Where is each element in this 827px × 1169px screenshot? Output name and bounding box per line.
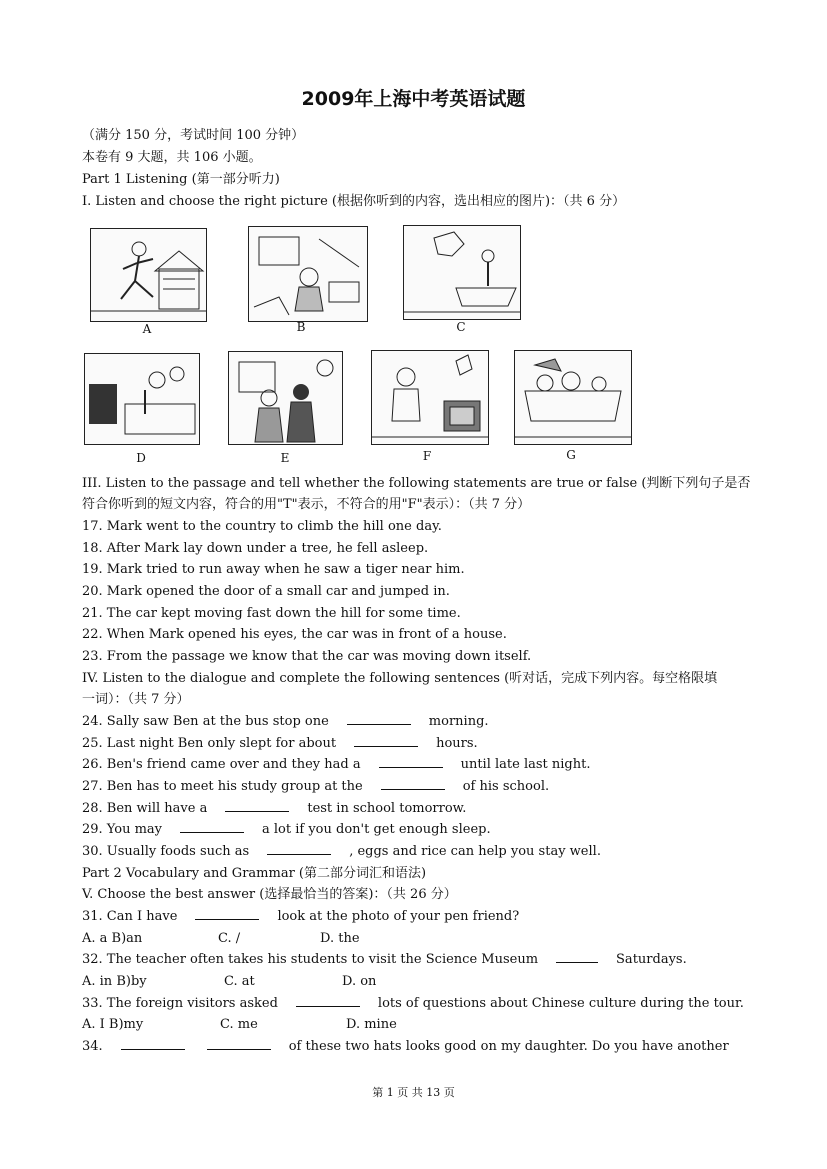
- page-title: 2009年上海中考英语试题: [301, 88, 526, 110]
- question-32-options: [82, 974, 376, 990]
- question-21: 21. The car kept moving fast down the hill for some time.: [82, 606, 461, 621]
- question-text-after: of his school.: [462, 779, 550, 794]
- answer-blank[interactable]: [347, 714, 411, 725]
- answer-blank[interactable]: [381, 779, 445, 790]
- man-watching-tv-icon: [371, 350, 489, 445]
- question-23: 23. From the passage we know that the car was moving down itself.: [82, 649, 532, 664]
- option-a-b[interactable]: A. I B)my: [82, 1017, 144, 1032]
- question-text-after: hours.: [436, 736, 478, 751]
- question-29: [82, 822, 491, 838]
- option-c[interactable]: C. /: [218, 931, 241, 946]
- question-text: 32. The teacher often takes his students to visit the Science Museum: [82, 952, 539, 967]
- question-text: 34.: [82, 1039, 103, 1054]
- family-sofa-icon: [84, 353, 200, 445]
- question-text: 26. Ben's friend came over and they had a: [82, 757, 361, 772]
- picture-label-e: E: [280, 451, 290, 465]
- question-text: 28. Ben will have a: [82, 801, 208, 816]
- couple-talking-icon: [228, 351, 343, 445]
- part2-heading: Part 2 Vocabulary and Grammar (第二部分词汇和语法): [82, 866, 427, 881]
- boy-running-icon: [90, 228, 207, 322]
- summary-line: 本卷有 9 大题，共 106 小题。: [82, 150, 262, 165]
- section3-heading-line2: 符合你听到的短文内容，符合的用"T"表示，不符合的用"F"表示）：（共 7 分）: [82, 497, 531, 512]
- question-31-options: [82, 931, 360, 947]
- score-line: （满分 150 分，考试时间 100 分钟）: [82, 128, 305, 143]
- option-c[interactable]: C. me: [220, 1017, 258, 1032]
- question-30: [82, 844, 601, 860]
- question-19: 19. Mark tried to run away when he saw a tiger near him.: [82, 562, 465, 577]
- table-food-icon: [514, 350, 632, 445]
- question-text: 27. Ben has to meet his study group at the: [82, 779, 363, 794]
- picture-label-f: F: [422, 449, 432, 463]
- question-31: [82, 909, 519, 925]
- man-in-tub-icon: [403, 225, 521, 320]
- answer-blank[interactable]: [556, 952, 598, 963]
- question-33-options: [82, 1017, 397, 1033]
- answer-blank[interactable]: [225, 801, 289, 812]
- question-text: 29. You may: [82, 822, 163, 837]
- question-text: 31. Can I have: [82, 909, 178, 924]
- option-d[interactable]: D. mine: [346, 1017, 397, 1032]
- picture-label-g: G: [566, 448, 576, 462]
- question-text: 30. Usually foods such as: [82, 844, 250, 859]
- answer-blank[interactable]: [180, 822, 244, 833]
- question-text-after: lots of questions about Chinese culture during the tour.: [377, 996, 744, 1011]
- answer-blank[interactable]: [121, 1039, 185, 1050]
- question-17: 17. Mark went to the country to climb the hill one day.: [82, 519, 442, 534]
- answer-blank[interactable]: [195, 909, 259, 920]
- option-a-b[interactable]: A. in B)by: [82, 974, 147, 989]
- question-24: [82, 714, 489, 730]
- picture-label-d: D: [136, 451, 146, 465]
- answer-blank[interactable]: [379, 757, 443, 768]
- question-text-after: of these two hats looks good on my daughter. Do you have another: [288, 1039, 729, 1054]
- question-text-after: look at the photo of your pen friend?: [277, 909, 520, 924]
- question-32: [82, 952, 687, 968]
- answer-blank[interactable]: [354, 736, 418, 747]
- question-text-after: morning.: [428, 714, 489, 729]
- question-text-after: a lot if you don't get enough sleep.: [262, 822, 491, 837]
- answer-blank[interactable]: [267, 844, 331, 855]
- page-footer: 第 1 页 共 13 页: [372, 1086, 455, 1099]
- option-d[interactable]: D. the: [320, 931, 360, 946]
- picture-label-a: A: [142, 322, 152, 336]
- option-d[interactable]: D. on: [342, 974, 377, 989]
- option-a-b[interactable]: A. a B)an: [82, 931, 143, 946]
- question-34: [82, 1039, 729, 1055]
- question-22: 22. When Mark opened his eyes, the car was in front of a house.: [82, 627, 507, 642]
- question-27: [82, 779, 549, 795]
- part1-heading: Part 1 Listening (第一部分听力): [82, 172, 280, 187]
- section4-heading-line1: IV. Listen to the dialogue and complete the following sentences (听对话，完成下列内容。每空格限填: [82, 671, 718, 686]
- question-text-after: , eggs and rice can help you stay well.: [349, 844, 601, 859]
- question-18: 18. After Mark lay down under a tree, he fell asleep.: [82, 541, 429, 556]
- question-33: [82, 996, 744, 1012]
- question-text-after: Saturdays.: [616, 952, 687, 967]
- question-28: [82, 801, 466, 817]
- picture-label-b: B: [296, 320, 306, 334]
- messy-room-icon: [248, 226, 368, 322]
- section5-heading: V. Choose the best answer (选择最恰当的答案)：（共 26 分）: [82, 887, 457, 902]
- section1-heading: I. Listen and choose the right picture (根据你听到的内容，选出相应的图片)：（共 6 分）: [82, 194, 626, 209]
- question-20: 20. Mark opened the door of a small car and jumped in.: [82, 584, 450, 599]
- question-text: 24. Sally saw Ben at the bus stop one: [82, 714, 329, 729]
- question-text: 33. The foreign visitors asked: [82, 996, 278, 1011]
- section4-heading-line2: 一词）：（共 7 分）: [82, 692, 190, 707]
- answer-blank[interactable]: [296, 996, 360, 1007]
- answer-blank[interactable]: [207, 1039, 271, 1050]
- section3-heading-line1: III. Listen to the passage and tell whether the following statements are true or false (判断下列句子是否: [82, 476, 751, 491]
- question-text-after: until late last night.: [460, 757, 591, 772]
- question-26: [82, 757, 590, 773]
- option-c[interactable]: C. at: [224, 974, 255, 989]
- question-text-after: test in school tomorrow.: [307, 801, 467, 816]
- question-25: [82, 736, 478, 752]
- question-text: 25. Last night Ben only slept for about: [82, 736, 337, 751]
- picture-label-c: C: [456, 320, 466, 334]
